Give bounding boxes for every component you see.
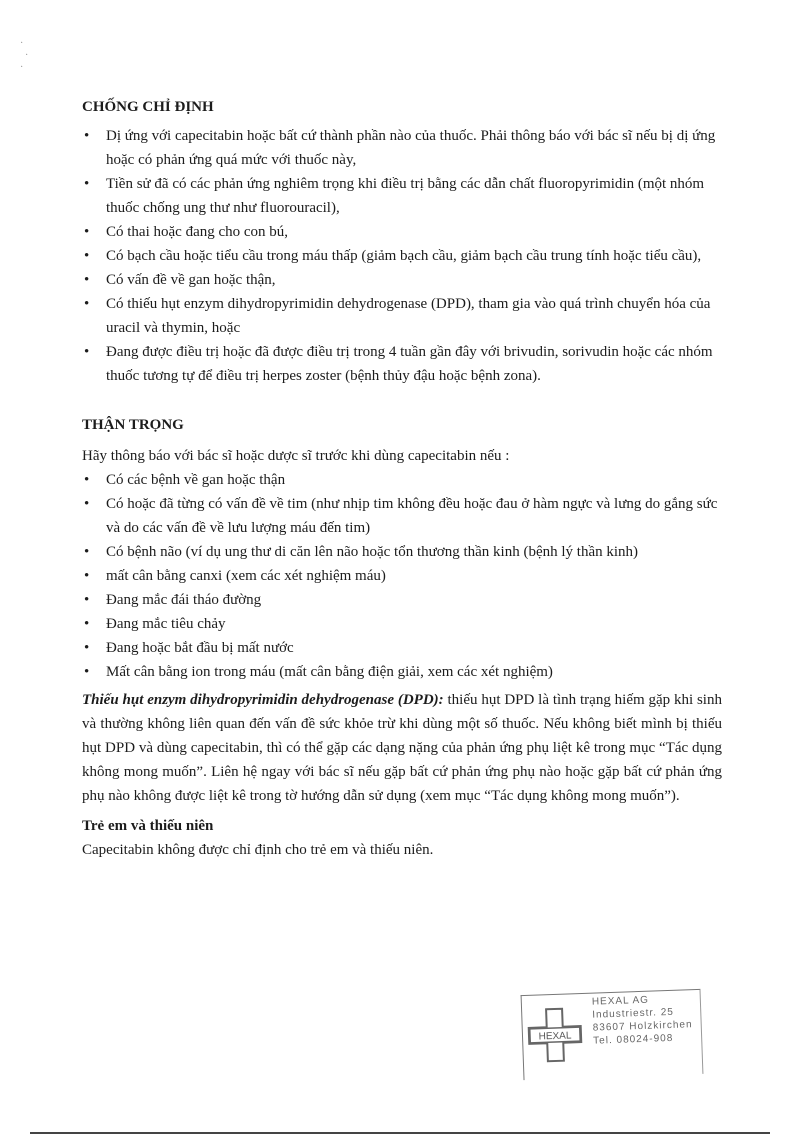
children-text: Capecitabin không được chỉ định cho trẻ em và thiếu niên.: [82, 842, 434, 858]
list-item: • Có thiếu hụt enzym dihydropyrimidin dehydrogenase (DPD), tham gia vào quá trình chuyển hóa của uracil và thymin, hoặc: [82, 292, 722, 340]
precautions-list: [82, 468, 722, 684]
stamp-line: HEXAL AG: [591, 994, 650, 1008]
stamp-logo-text: HEXAL: [538, 1030, 572, 1043]
precautions-heading: THẬN TRỌNG: [82, 417, 184, 433]
list-item: • Dị ứng với capecitabin hoặc bất cứ thành phần nào của thuốc. Phải thông báo với bác sĩ nếu bị dị ứng hoặc có phản ứng quá mức với thuốc này,: [82, 124, 722, 172]
company-stamp: [521, 989, 704, 1080]
scan-specks: · · ·: [20, 38, 29, 73]
list-item: • Có bạch cầu hoặc tiểu cầu trong máu thấp (giảm bạch cầu, giảm bạch cầu trung tính hoặc tiểu cầu),: [82, 244, 722, 268]
list-item: • Tiền sử đã có các phản ứng nghiêm trọng khi điều trị bằng các dẫn chất fluoropyrimidin (một nhóm thuốc chống ung thư như fluorouracil),: [82, 172, 722, 220]
list-item: • Có hoặc đã từng có vấn đề về tim (như nhịp tim không đều hoặc đau ở hàm ngực và lưng do gắng sức và do các vấn đề về lưu lượng máu đến tim): [82, 492, 722, 540]
list-item: • Có các bệnh về gan hoặc thận: [82, 468, 722, 492]
list-item: • Có vấn đề về gan hoặc thận,: [82, 268, 722, 292]
list-item: • mất cân bằng canxi (xem các xét nghiệm máu): [82, 564, 722, 588]
list-item: • Đang mắc tiêu chảy: [82, 612, 722, 636]
stamp-line: Industriestr. 25: [592, 1006, 675, 1021]
hexal-cross-logo: [526, 1006, 584, 1064]
contraindications-list: [82, 124, 722, 388]
dpd-term: Thiếu hụt enzym dihydropyrimidin dehydrogenase (DPD):: [82, 692, 444, 708]
bottom-rule: [30, 1132, 770, 1134]
list-item: • Có bệnh não (ví dụ ung thư di căn lên não hoặc tổn thương thần kinh (bệnh lý thần kinh): [82, 540, 722, 564]
stamp-address: [592, 992, 694, 1047]
children-heading: Trẻ em và thiếu niên: [82, 818, 214, 834]
dpd-paragraph: [82, 688, 722, 808]
list-item: • Mất cân bằng ion trong máu (mất cân bằng điện giải, xem các xét nghiệm): [82, 660, 722, 684]
precautions-intro: Hãy thông báo với bác sĩ hoặc dược sĩ trước khi dùng capecitabin nếu :: [82, 448, 510, 464]
stamp-line: 83607 Holzkirchen: [592, 1019, 693, 1034]
list-item: • Đang được điều trị hoặc đã được điều trị trong 4 tuần gần đây với brivudin, sorivudin hoặc các nhóm thuốc tương tự để điều trị herpes zoster (bệnh thủy đậu hoặc bệnh zona).: [82, 340, 722, 388]
contraindications-heading: CHỐNG CHỈ ĐỊNH: [82, 99, 214, 115]
stamp-line: Tel. 08024-908: [593, 1032, 674, 1047]
list-item: • Có thai hoặc đang cho con bú,: [82, 220, 722, 244]
list-item: • Đang mắc đái tháo đường: [82, 588, 722, 612]
document-page: [82, 96, 722, 862]
list-item: • Đang hoặc bắt đầu bị mất nước: [82, 636, 722, 660]
dpd-text: thiếu hụt DPD là tình trạng hiếm gặp khi sinh và thường không liên quan đến vấn đề sức khỏe trừ khi dùng một số thuốc. Nếu không biết mình bị thiếu hụt DPD và dùng capecitabin, thì có thể gặp các dạng nặng của phản ứng phụ liệt kê trong mục “Tác dụng không mong muốn”. Liên hệ ngay với bác sĩ nếu gặp bất cứ phản ứng phụ nào hoặc gặp bất cứ phản ứng phụ nào không được liệt kê trong tờ hướng dẫn sử dụng (xem mục “Tác dụng không mong muốn”).: [82, 692, 722, 804]
